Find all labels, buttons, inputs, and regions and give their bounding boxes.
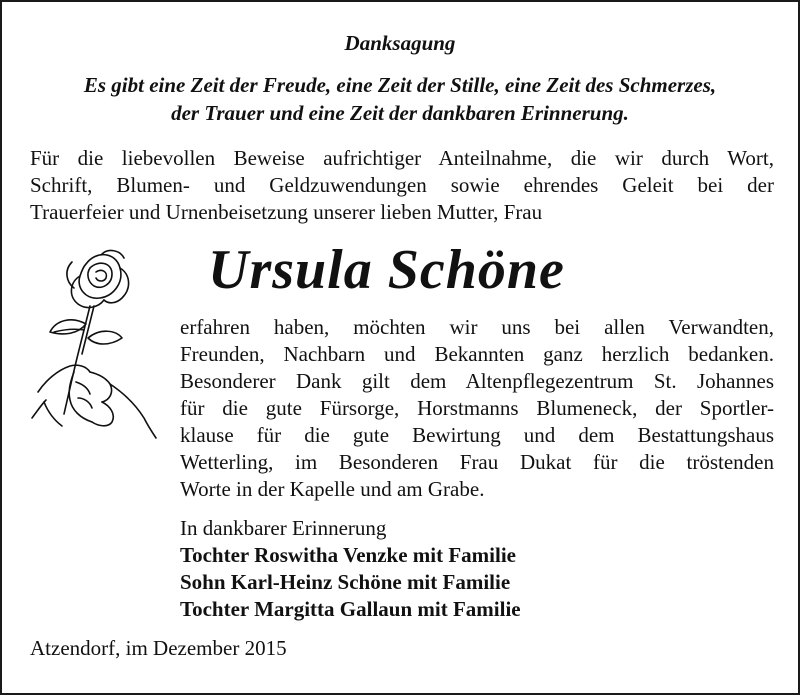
body-line: erfahren haben, möchten wir uns bei allen Verwandten, <box>180 315 774 339</box>
intro-line: Trauerfeier und Urnenbeisetzung unserer lieben Mutter, Frau <box>30 200 543 224</box>
notice-heading: Danksagung <box>344 31 456 55</box>
body-line: Freunden, Nachbarn und Bekannten ganz herzlich bedanken. <box>180 342 774 366</box>
deceased-name: Ursula Schöne <box>208 239 565 301</box>
body-line: Wetterling, im Besonderen Frau Dukat für die tröstenden <box>180 450 774 474</box>
motto <box>22 71 778 127</box>
body-line: Worte in der Kapelle und am Grabe. <box>180 477 485 501</box>
closing-phrase: In dankbarer Erinnerung <box>180 516 387 540</box>
motto-line: Es gibt eine Zeit der Freude, eine Zeit der Stille, eine Zeit des Schmerzes, <box>83 73 717 97</box>
intro-paragraph <box>30 145 774 226</box>
body-line: klause für die gute Bewirtung und dem Bestattungshaus <box>180 423 774 447</box>
closing-block <box>180 515 521 623</box>
motto-line: der Trauer und eine Zeit der dankbaren Erinnerung. <box>171 101 629 125</box>
hand-holding-rose-icon <box>24 242 164 442</box>
intro-line: Für die liebevollen Beweise aufrichtiger Anteilnahme, die wir durch Wort, <box>30 146 774 170</box>
body-paragraph <box>180 314 774 503</box>
intro-line: Schrift, Blumen- und Geldzuwendungen sowie ehrendes Geleit bei der <box>30 173 774 197</box>
signatory: Sohn Karl-Heinz Schöne mit Familie <box>180 570 511 594</box>
body-line: Besonderer Dank gilt dem Altenpflegezentrum St. Johannes <box>180 369 774 393</box>
place-date: Atzendorf, im Dezember 2015 <box>30 636 287 660</box>
body-line: für die gute Fürsorge, Horstmanns Blumeneck, der Sportler- <box>180 396 774 420</box>
signatory: Tochter Roswitha Venzke mit Familie <box>180 543 516 567</box>
signatory: Tochter Margitta Gallaun mit Familie <box>180 597 521 621</box>
